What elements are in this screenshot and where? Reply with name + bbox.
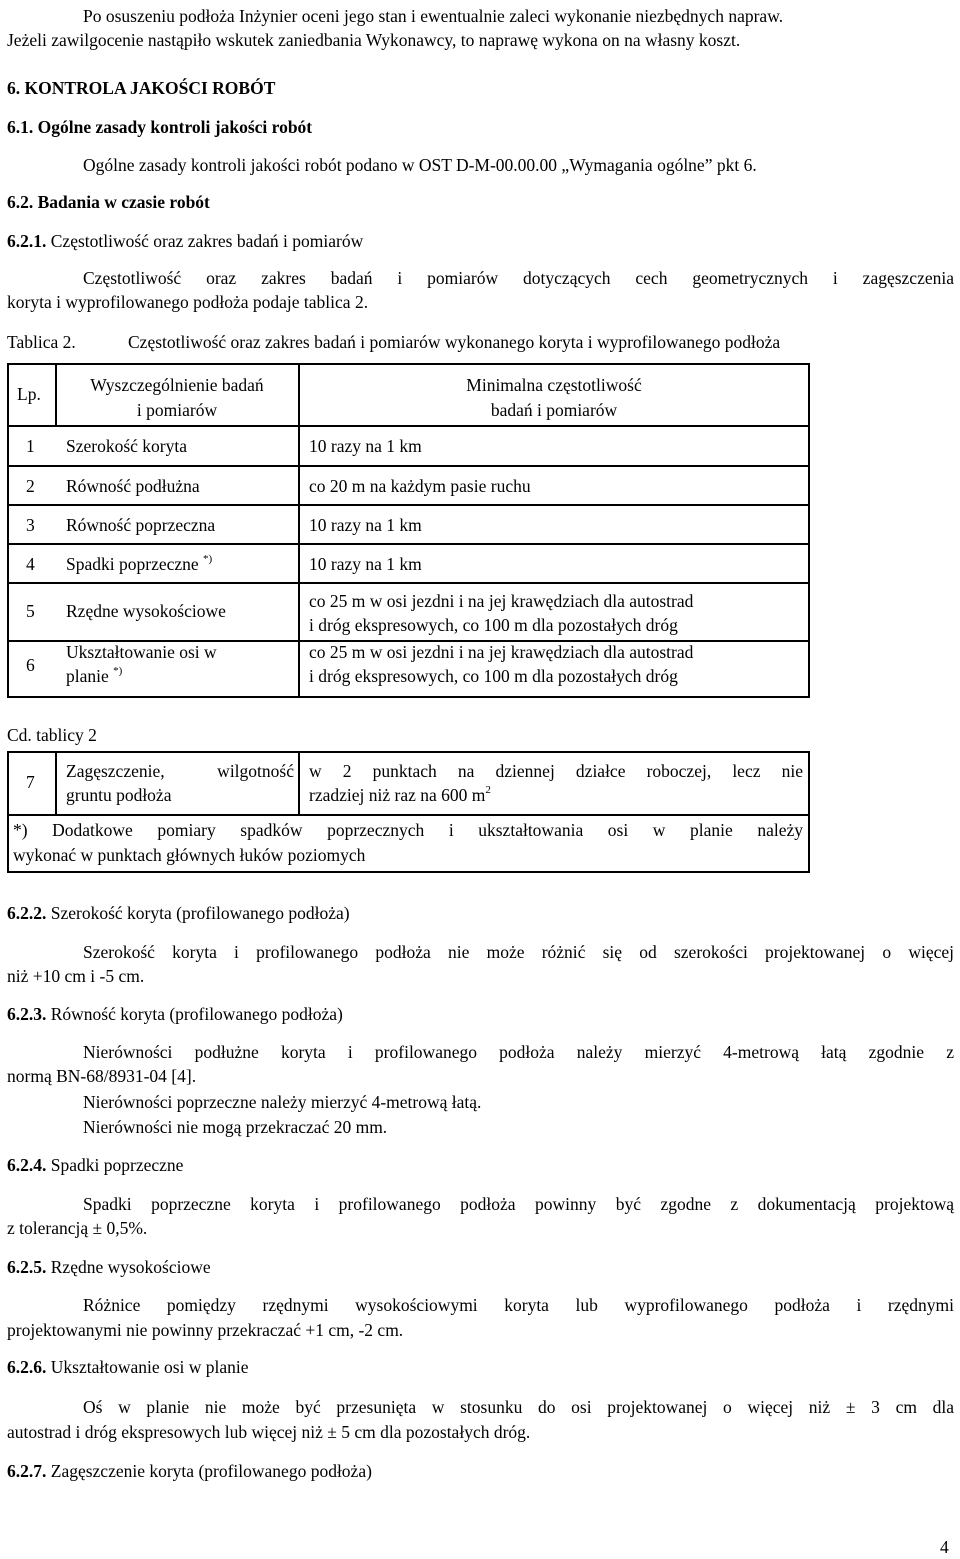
header-freq-line-2: badań i pomiarów bbox=[490, 400, 618, 420]
row-1-item: Szerokość koryta bbox=[66, 436, 188, 456]
heading-title: Badania w czasie robót bbox=[37, 192, 210, 212]
heading-6-2-7 bbox=[7, 1459, 372, 1483]
heading-number: 6.2.5. bbox=[7, 1257, 47, 1277]
paragraph-6-1: Ogólne zasady kontroli jakości robót podano w OST D-M-00.00.00 „Wymagania ogólne” pkt 6. bbox=[83, 155, 757, 175]
row-6-freq-line-2: i dróg ekspresowych, co 100 m dla pozostałych dróg bbox=[309, 666, 678, 686]
row-3-freq: 10 razy na 1 km bbox=[309, 515, 422, 535]
row-4-item-text: Spadki poprzeczne bbox=[66, 554, 199, 574]
paragraph-6-2-2-line-2: niż +10 cm i -5 cm. bbox=[7, 966, 145, 986]
header-freq-line-1: Minimalna częstotliwość bbox=[466, 375, 642, 395]
header-item-line-2: i pomiarów bbox=[136, 400, 218, 420]
paragraph-6-2-1-line-1: Częstotliwość oraz zakres badań i pomiarów dotyczących cech geometrycznych i zagęszczenia bbox=[83, 268, 954, 288]
paragraph-6-2-3-line-4: Nierówności nie mogą przekraczać 20 mm. bbox=[83, 1117, 388, 1137]
row-5-lp: 5 bbox=[26, 601, 35, 621]
row-6-footnote-mark: *) bbox=[113, 665, 123, 678]
heading-number: 6.2.1. bbox=[7, 231, 47, 251]
intro-line-1: Po osuszeniu podłoża Inżynier oceni jego stan i ewentualnie zaleci wykonanie niezbędnych napraw. bbox=[83, 6, 784, 26]
heading-title: Rzędne wysokościowe bbox=[50, 1257, 211, 1277]
row-5-freq-line-2: i dróg ekspresowych, co 100 m dla pozostałych dróg bbox=[309, 615, 678, 635]
heading-title: Zagęszczenie koryta (profilowanego podłoża) bbox=[50, 1461, 372, 1481]
header-item-line-1: Wyszczególnienie badań bbox=[90, 375, 264, 395]
heading-number: 6.2.3. bbox=[7, 1004, 47, 1024]
table-caption: Częstotliwość oraz zakres badań i pomiarów wykonanego koryta i wyprofilowanego podłoża bbox=[128, 332, 781, 352]
row-7-freq-exponent: 2 bbox=[485, 784, 491, 797]
paragraph-6-2-3-line-3: Nierówności poprzeczne należy mierzyć 4-metrową łatą. bbox=[83, 1092, 482, 1112]
row-4-item bbox=[66, 552, 212, 576]
heading-number: 6.2.4. bbox=[7, 1155, 47, 1175]
row-3-lp: 3 bbox=[26, 515, 35, 535]
paragraph-6-2-3-line-1: Nierówności podłużne koryta i profilowanego podłoża należy mierzyć 4-metrową łatą zgodnie z bbox=[83, 1042, 954, 1062]
heading-number: 6.2.2. bbox=[7, 903, 47, 923]
footnote-line-2: wykonać w punktach głównych łuków poziomych bbox=[13, 845, 366, 865]
intro-line-2: Jeżeli zawilgocenie nastąpiło wskutek zaniedbania Wykonawcy, to naprawę wykona on na własny koszt. bbox=[7, 30, 741, 50]
row-2-freq: co 20 m na każdym pasie ruchu bbox=[309, 476, 531, 496]
row-7-freq-text: rzadziej niż raz na 600 m bbox=[309, 785, 486, 805]
paragraph-6-2-4-line-1: Spadki poprzeczne koryta i profilowanego podłoża powinny być zgodne z dokumentacją projektową bbox=[83, 1194, 954, 1214]
row-6-item-text: planie bbox=[66, 666, 109, 686]
row-5-item: Rzędne wysokościowe bbox=[66, 601, 226, 621]
paragraph-6-2-3-line-2: normą BN-68/8931-04 [4]. bbox=[7, 1066, 197, 1086]
heading-6-2-3 bbox=[7, 1002, 343, 1026]
section-heading: 6. KONTROLA JAKOŚCI ROBÓT bbox=[7, 78, 276, 98]
row-4-lp: 4 bbox=[26, 554, 35, 574]
heading-title: Szerokość koryta (profilowanego podłoża) bbox=[50, 903, 350, 923]
heading-6-2 bbox=[7, 190, 210, 214]
row-2-lp: 2 bbox=[26, 476, 35, 496]
heading-6-2-2 bbox=[7, 901, 350, 925]
table-continuation-label: Cd. tablicy 2 bbox=[7, 725, 97, 745]
heading-number: 6.1. bbox=[7, 117, 34, 137]
heading-6-2-5 bbox=[7, 1255, 211, 1279]
row-2-item: Równość podłużna bbox=[66, 476, 200, 496]
heading-6-1 bbox=[7, 115, 312, 139]
heading-6-2-4 bbox=[7, 1153, 183, 1177]
heading-title: Równość koryta (profilowanego podłoża) bbox=[50, 1004, 343, 1024]
row-6-freq-line-1: co 25 m w osi jezdni i na jej krawędziach dla autostrad bbox=[309, 642, 694, 662]
row-1-lp: 1 bbox=[26, 436, 35, 456]
page-number: 4 bbox=[940, 1537, 949, 1557]
heading-title: Spadki poprzeczne bbox=[50, 1155, 184, 1175]
row-4-freq: 10 razy na 1 km bbox=[309, 554, 422, 574]
row-6-lp: 6 bbox=[26, 655, 35, 675]
row-4-footnote-mark: *) bbox=[203, 553, 213, 566]
heading-number: 6.2.7. bbox=[7, 1461, 47, 1481]
heading-number: 6.2.6. bbox=[7, 1357, 47, 1377]
heading-6-2-1 bbox=[7, 229, 363, 253]
row-7-item-line-1: Zagęszczenie, wilgotność bbox=[66, 761, 294, 781]
row-7-lp: 7 bbox=[26, 772, 35, 792]
row-6-item-line-2 bbox=[66, 664, 122, 688]
row-1-freq: 10 razy na 1 km bbox=[309, 436, 422, 456]
paragraph-6-2-6-line-2: autostrad i dróg ekspresowych lub więcej niż ± 5 cm dla pozostałych dróg. bbox=[7, 1422, 531, 1442]
row-7-item-line-2: gruntu podłoża bbox=[66, 785, 172, 805]
paragraph-6-2-1-line-2: koryta i wyprofilowanego podłoża podaje tablica 2. bbox=[7, 292, 369, 312]
row-6-item-line-1: Ukształtowanie osi w bbox=[66, 642, 217, 662]
row-7-freq-line-2 bbox=[309, 783, 491, 807]
table-label: Tablica 2. bbox=[7, 332, 76, 352]
heading-title: Ukształtowanie osi w planie bbox=[50, 1357, 249, 1377]
paragraph-6-2-5-line-2: projektowanymi nie powinny przekraczać +1 cm, -2 cm. bbox=[7, 1320, 404, 1340]
heading-title: Ogólne zasady kontroli jakości robót bbox=[37, 117, 313, 137]
paragraph-6-2-4-line-2: z tolerancją ± 0,5%. bbox=[7, 1218, 148, 1238]
heading-number: 6.2. bbox=[7, 192, 34, 212]
paragraph-6-2-5-line-1: Różnice pomiędzy rzędnymi wysokościowymi koryta lub wyprofilowanego podłoża i rzędnymi bbox=[83, 1295, 954, 1315]
header-lp: Lp. bbox=[17, 384, 41, 404]
heading-6-2-6 bbox=[7, 1355, 249, 1379]
row-3-item: Równość poprzeczna bbox=[66, 515, 216, 535]
row-5-freq-line-1: co 25 m w osi jezdni i na jej krawędziach dla autostrad bbox=[309, 591, 694, 611]
heading-title: Częstotliwość oraz zakres badań i pomiarów bbox=[50, 231, 364, 251]
row-7-freq-line-1: w 2 punktach na dziennej działce roboczej, lecz nie bbox=[309, 761, 803, 781]
paragraph-6-2-2-line-1: Szerokość koryta i profilowanego podłoża nie może różnić się od szerokości projektowanej o więcej bbox=[83, 942, 954, 962]
footnote-line-1: *) Dodatkowe pomiary spadków poprzecznych i ukształtowania osi w planie należy bbox=[13, 820, 803, 840]
paragraph-6-2-6-line-1: Oś w planie nie może być przesunięta w stosunku do osi projektowanej o więcej niż ± 3 cm dla bbox=[83, 1397, 954, 1417]
